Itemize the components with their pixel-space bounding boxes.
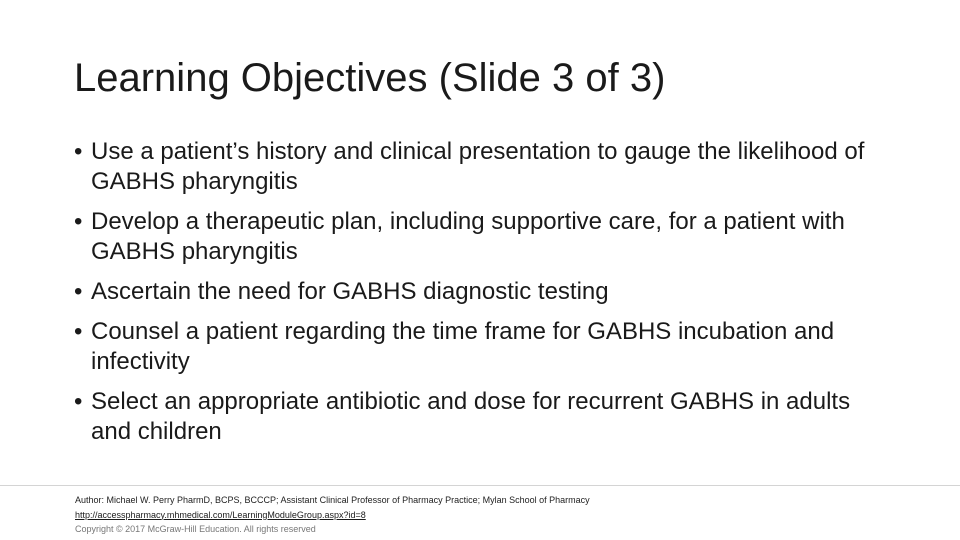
bullet-icon: • xyxy=(74,278,83,305)
slide-footer xyxy=(75,493,590,537)
bullet-text: Use a patient’s history and clinical presentation to gauge the likelihood of GABHS pharyngitis xyxy=(91,138,865,195)
footer-divider xyxy=(0,485,960,486)
list-item xyxy=(74,137,894,197)
footer-copyright: Copyright © 2017 McGraw-Hill Education. All rights reserved xyxy=(75,524,316,534)
bullet-icon: • xyxy=(74,388,83,415)
list-item xyxy=(74,277,894,307)
bullet-text: Develop a therapeutic plan, including supportive care, for a patient with GABHS pharyngitis xyxy=(91,208,845,265)
bullet-text: Select an appropriate antibiotic and dose for recurrent GABHS in adults and children xyxy=(91,388,851,445)
list-item xyxy=(74,317,894,377)
bullet-icon: • xyxy=(74,208,83,235)
bullet-icon: • xyxy=(74,138,83,165)
bullet-text: Counsel a patient regarding the time frame for GABHS incubation and infectivity xyxy=(91,318,835,375)
bullet-icon: • xyxy=(74,318,83,345)
list-item xyxy=(74,207,894,267)
footer-author: Author: Michael W. Perry PharmD, BCPS, BCCCP; Assistant Clinical Professor of Pharmacy Practice; Mylan School of Pharmacy xyxy=(75,495,590,505)
objectives-list xyxy=(74,137,894,457)
slide-title: Learning Objectives (Slide 3 of 3) xyxy=(74,56,666,100)
bullet-text: Ascertain the need for GABHS diagnostic testing xyxy=(91,278,609,305)
footer-link[interactable]: http://accesspharmacy.mhmedical.com/LearningModuleGroup.aspx?id=8 xyxy=(75,509,366,520)
list-item xyxy=(74,387,894,447)
